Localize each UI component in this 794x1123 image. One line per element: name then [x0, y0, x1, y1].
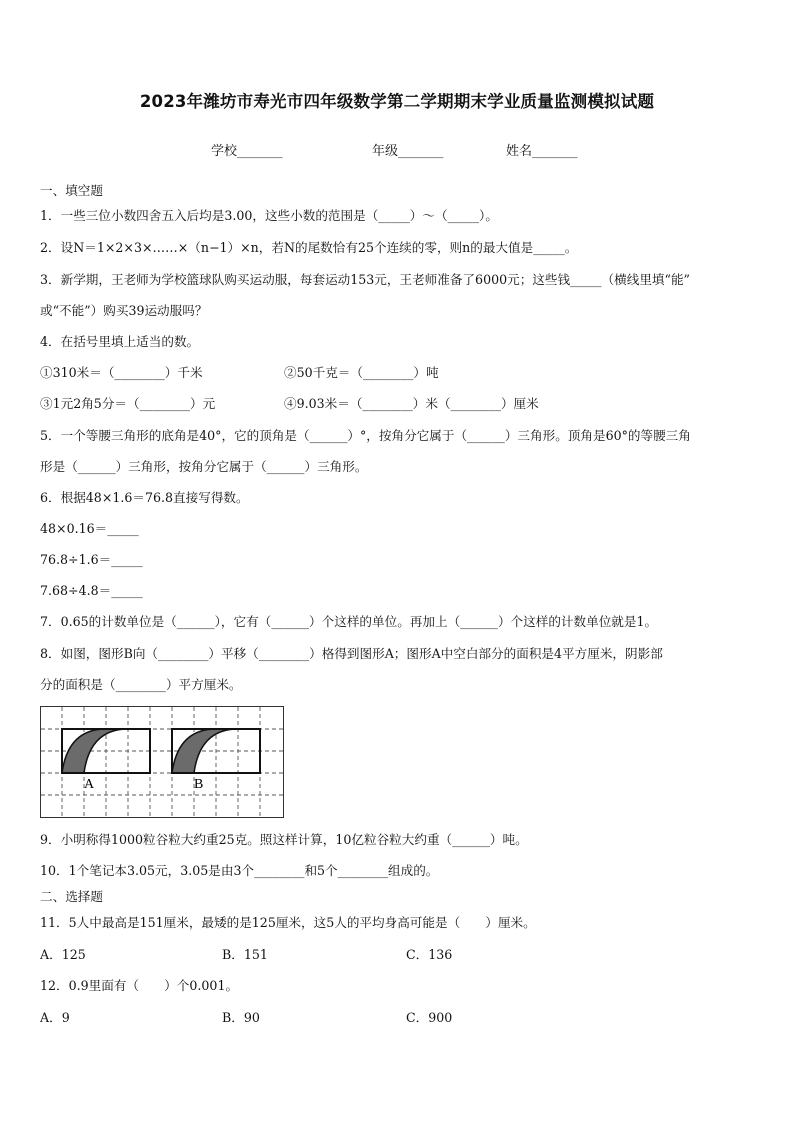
question-8-line-1: 8．如图，图形B向（________）平移（________）格得到图形A；图形A中空白部分的面积是4平方厘米，阴影部	[40, 646, 663, 661]
question-4-item-a: ①310米＝（________）千米	[40, 365, 203, 380]
question-11-option-b: B．151	[222, 947, 268, 962]
question-12: 12．0.9里面有（ ）个0.001。	[40, 978, 239, 993]
question-11: 11．5人中最高是151厘米，最矮的是125厘米，这5人的平均身高可能是（ ）厘米。	[40, 915, 536, 930]
section-heading-fill-blank: 一、填空题	[40, 183, 103, 198]
question-6: 6．根据48×1.6＝76.8直接写得数。	[40, 490, 249, 505]
question-4: 4．在括号里填上适当的数。	[40, 334, 200, 349]
question-3-line-2: 或“不能”）购买39运动服吗？	[40, 303, 208, 318]
grid-figure	[40, 706, 284, 818]
question-4-item-c: ③1元2角5分＝（________）元	[40, 396, 216, 411]
question-12-option-c: C．900	[406, 1010, 453, 1025]
question-10: 10．1个笔记本3.05元，3.05是由3个________和5个________组成的。	[40, 863, 439, 878]
question-9: 9．小明称得1000粒谷粒大约重25克。照这样计算，10亿粒谷粒大约重（______）吨。	[40, 832, 528, 847]
label-a: A	[84, 777, 95, 792]
section-heading-choice: 二、选择题	[40, 889, 103, 904]
question-5-line-2: 形是（______）三角形，按角分它属于（______）三角形。	[40, 459, 368, 474]
school-field: 学校_______	[211, 144, 283, 159]
grade-field: 年级_______	[372, 144, 444, 159]
question-12-option-b: B．90	[222, 1010, 260, 1025]
question-3-line-1: 3．新学期，王老师为学校篮球队购买运动服，每套运动153元，王老师准备了6000元；这些钱_____（横线里填“能”	[40, 272, 690, 287]
page-title: 2023年潍坊市寿光市四年级数学第二学期期末学业质量监测模拟试题	[139, 92, 655, 111]
question-6-item-c: 7.68÷4.8＝_____	[40, 583, 143, 598]
label-b: B	[194, 777, 204, 792]
question-11-option-a: A．125	[40, 947, 86, 962]
question-12-option-a: A．9	[40, 1010, 70, 1025]
question-6-item-b: 76.8÷1.6＝_____	[40, 552, 143, 567]
question-1: 1．一些三位小数四舍五入后均是3.00，这些小数的范围是（_____）～（_____）。	[40, 208, 498, 223]
question-4-item-b: ②50千克＝（________）吨	[284, 365, 439, 380]
question-8-line-2: 分的面积是（________）平方厘米。	[40, 677, 242, 692]
question-2: 2．设N＝1×2×3×……×（n−1）×n，若N的尾数恰有25个连续的零，则n的最大值是_____。	[40, 240, 578, 255]
question-6-item-a: 48×0.16＝_____	[40, 521, 139, 536]
question-5-line-1: 5．一个等腰三角形的底角是40°，它的顶角是（______）°，按角分它属于（______）三角形。顶角是60°的等腰三角	[40, 428, 691, 443]
question-7: 7．0.65的计数单位是（______），它有（______）个这样的单位。再加上（______）个这样的计数单位就是1。	[40, 614, 658, 629]
question-11-option-c: C．136	[406, 947, 453, 962]
question-4-item-d: ④9.03米＝（________）米（________）厘米	[284, 396, 539, 411]
name-field: 姓名_______	[506, 144, 578, 159]
